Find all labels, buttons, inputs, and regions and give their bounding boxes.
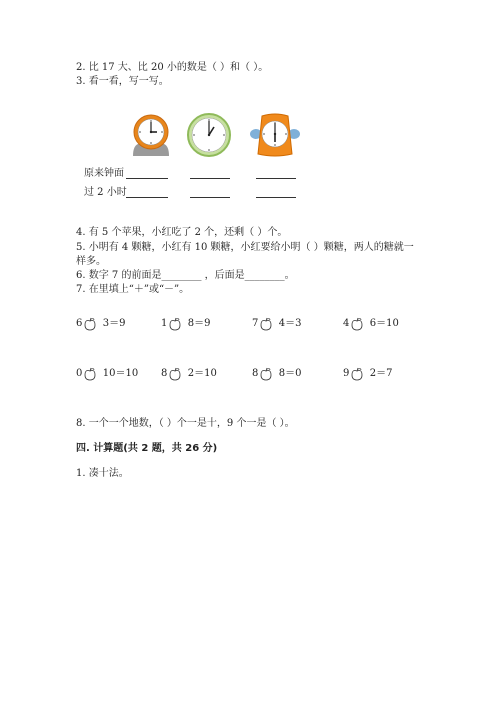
equation-left: 9 <box>343 368 350 379</box>
equation-right: 3＝9 <box>102 318 126 329</box>
answer-blank[interactable] <box>256 178 296 179</box>
equation-right: 8＝0 <box>278 368 302 379</box>
apple-answer-box-icon[interactable] <box>168 367 182 381</box>
answer-blank[interactable] <box>126 197 168 198</box>
question-2: 2. 比 17 大、比 20 小的数是（ ）和（ ）。 <box>76 62 269 73</box>
apple-answer-box-icon[interactable] <box>168 317 182 331</box>
clock-row-original-label: 原来钟面 <box>84 168 124 179</box>
equation-right: 4＝3 <box>278 318 302 329</box>
apple-answer-box-icon[interactable] <box>350 367 364 381</box>
question-5-line-1: 5. 小明有 4 颗糖，小红有 10 颗糖，小红要给小明（ ）颗糖，两人的糖就一 <box>76 242 414 253</box>
equation-right: 2＝10 <box>187 368 217 379</box>
equation-left: 1 <box>161 318 168 329</box>
clock-row-after-label: 过 2 小时 <box>84 187 127 198</box>
alarm-clock-icon <box>128 112 174 158</box>
equation-left: 8 <box>161 368 168 379</box>
equation-right: 2＝7 <box>369 368 393 379</box>
apple-answer-box-icon[interactable] <box>83 317 97 331</box>
answer-blank[interactable] <box>256 197 296 198</box>
equation-right: 8＝9 <box>187 318 211 329</box>
answer-blank[interactable] <box>126 178 168 179</box>
section-4-question-1: 1. 凑十法。 <box>76 468 129 479</box>
apple-answer-box-icon[interactable] <box>83 367 97 381</box>
equation-left: 7 <box>252 318 259 329</box>
equation-left: 6 <box>76 318 83 329</box>
answer-blank[interactable] <box>190 197 230 198</box>
question-4: 4. 有 5 个苹果，小红吃了 2 个，还剩（ ）个。 <box>76 227 288 238</box>
apple-answer-box-icon[interactable] <box>259 317 273 331</box>
question-6: 6. 数字 7 的前面是________ ，后面是________。 <box>76 270 295 281</box>
question-8: 8. 一个一个地数，（ ）个一是十，9 个一是（ ）。 <box>76 418 295 429</box>
question-7: 7. 在里填上“＋”或“－”。 <box>76 284 190 295</box>
answer-blank[interactable] <box>190 178 230 179</box>
equation-right: 6＝10 <box>369 318 399 329</box>
apple-answer-box-icon[interactable] <box>350 317 364 331</box>
question-3: 3. 看一看，写一写。 <box>76 76 169 87</box>
section-heading: 四. 计算题(共 2 题，共 26 分) <box>76 443 218 454</box>
square-clock-icon <box>250 110 300 160</box>
equation-left: 8 <box>252 368 259 379</box>
wall-clock-icon <box>186 111 232 159</box>
equation-left: 0 <box>76 368 83 379</box>
question-5-line-2: 样多。 <box>76 256 106 267</box>
equation-left: 4 <box>343 318 350 329</box>
equation-right: 10＝10 <box>102 368 139 379</box>
apple-answer-box-icon[interactable] <box>259 367 273 381</box>
